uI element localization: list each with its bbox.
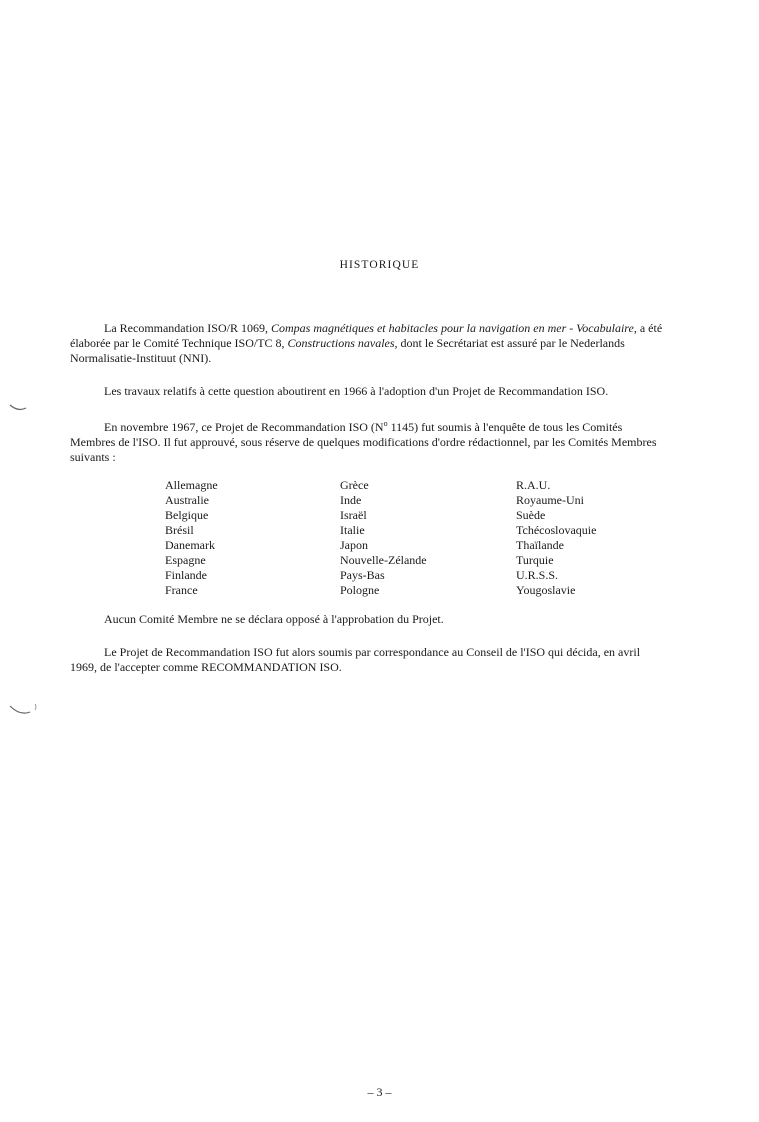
intro-text-1: La Recommandation ISO/R 1069, xyxy=(104,321,271,335)
country-item: Pays-Bas xyxy=(340,568,385,582)
intro-text-3: , dont le Secrétariat est assuré par le Nederlands Normalisatie-Instituut (NNI). xyxy=(70,336,625,365)
page-number: – 3 – xyxy=(367,1085,392,1099)
country-item: Nouvelle-Zélande xyxy=(340,553,427,567)
country-item: Turquie xyxy=(516,553,554,567)
country-item: Belgique xyxy=(165,508,209,522)
country-item: Inde xyxy=(340,493,362,507)
page-title: HISTORIQUE xyxy=(339,259,420,271)
country-item: Italie xyxy=(340,523,365,537)
country-item: Suède xyxy=(516,508,546,522)
intro-text-2: , a été élaborée par le Comité Technique ISO/TC 8, xyxy=(70,321,663,350)
country-item: Israël xyxy=(340,508,367,522)
paragraph-intro xyxy=(70,321,670,366)
country-item: R.A.U. xyxy=(516,478,551,492)
country-list-col1 xyxy=(165,478,218,598)
scan-mark-1 xyxy=(8,402,28,414)
paragraph-approval: Le Projet de Recommandation ISO fut alors soumis par correspondance au Conseil de l'ISO qui décida, en avril 1969, de l'accepter comme RECOMMANDATION ISO. xyxy=(70,645,641,674)
country-item: Danemark xyxy=(165,538,215,552)
country-item: Grèce xyxy=(340,478,369,492)
document-title-italic: Compas magnétiques et habitacles pour la navigation en mer - Vocabulaire xyxy=(270,321,634,335)
country-item: Australie xyxy=(165,493,209,507)
number-superscript: o xyxy=(383,419,388,428)
paragraph-adoption: Les travaux relatifs à cette question aboutirent en 1966 à l'adoption d'un Projet de Recommandation ISO. xyxy=(104,384,609,398)
paragraph-no-opposition: Aucun Comité Membre ne se déclara opposé à l'approbation du Projet. xyxy=(104,612,444,626)
country-item: Tchécoslovaquie xyxy=(516,523,597,537)
country-item: Allemagne xyxy=(165,478,218,492)
inquiry-text-2: 1145) fut soumis à l'enquête de tous les Comités Membres de l'ISO. Il fut approuvé, sous réserve de quelques modifications d'ordre rédactionnel, par les Comités Membres suivants : xyxy=(70,420,657,464)
country-item: Pologne xyxy=(340,583,380,597)
country-item: Finlande xyxy=(165,568,207,582)
inquiry-text-1: En novembre 1967, ce Projet de Recommandation ISO (N xyxy=(104,420,384,434)
country-item: Royaume-Uni xyxy=(516,493,584,507)
country-item: France xyxy=(165,583,198,597)
scan-mark-2 xyxy=(8,702,38,718)
country-list-col3 xyxy=(516,478,596,598)
country-item: Thaïlande xyxy=(516,538,564,552)
paragraph-inquiry xyxy=(70,416,670,465)
country-item: U.R.S.S. xyxy=(516,568,559,582)
committee-name-italic: Constructions navales xyxy=(287,336,395,350)
country-item: Espagne xyxy=(165,553,206,567)
country-item: Yougoslavie xyxy=(516,583,576,597)
country-item: Japon xyxy=(340,538,368,552)
country-item: Brésil xyxy=(165,523,194,537)
country-list-col2 xyxy=(340,478,427,598)
